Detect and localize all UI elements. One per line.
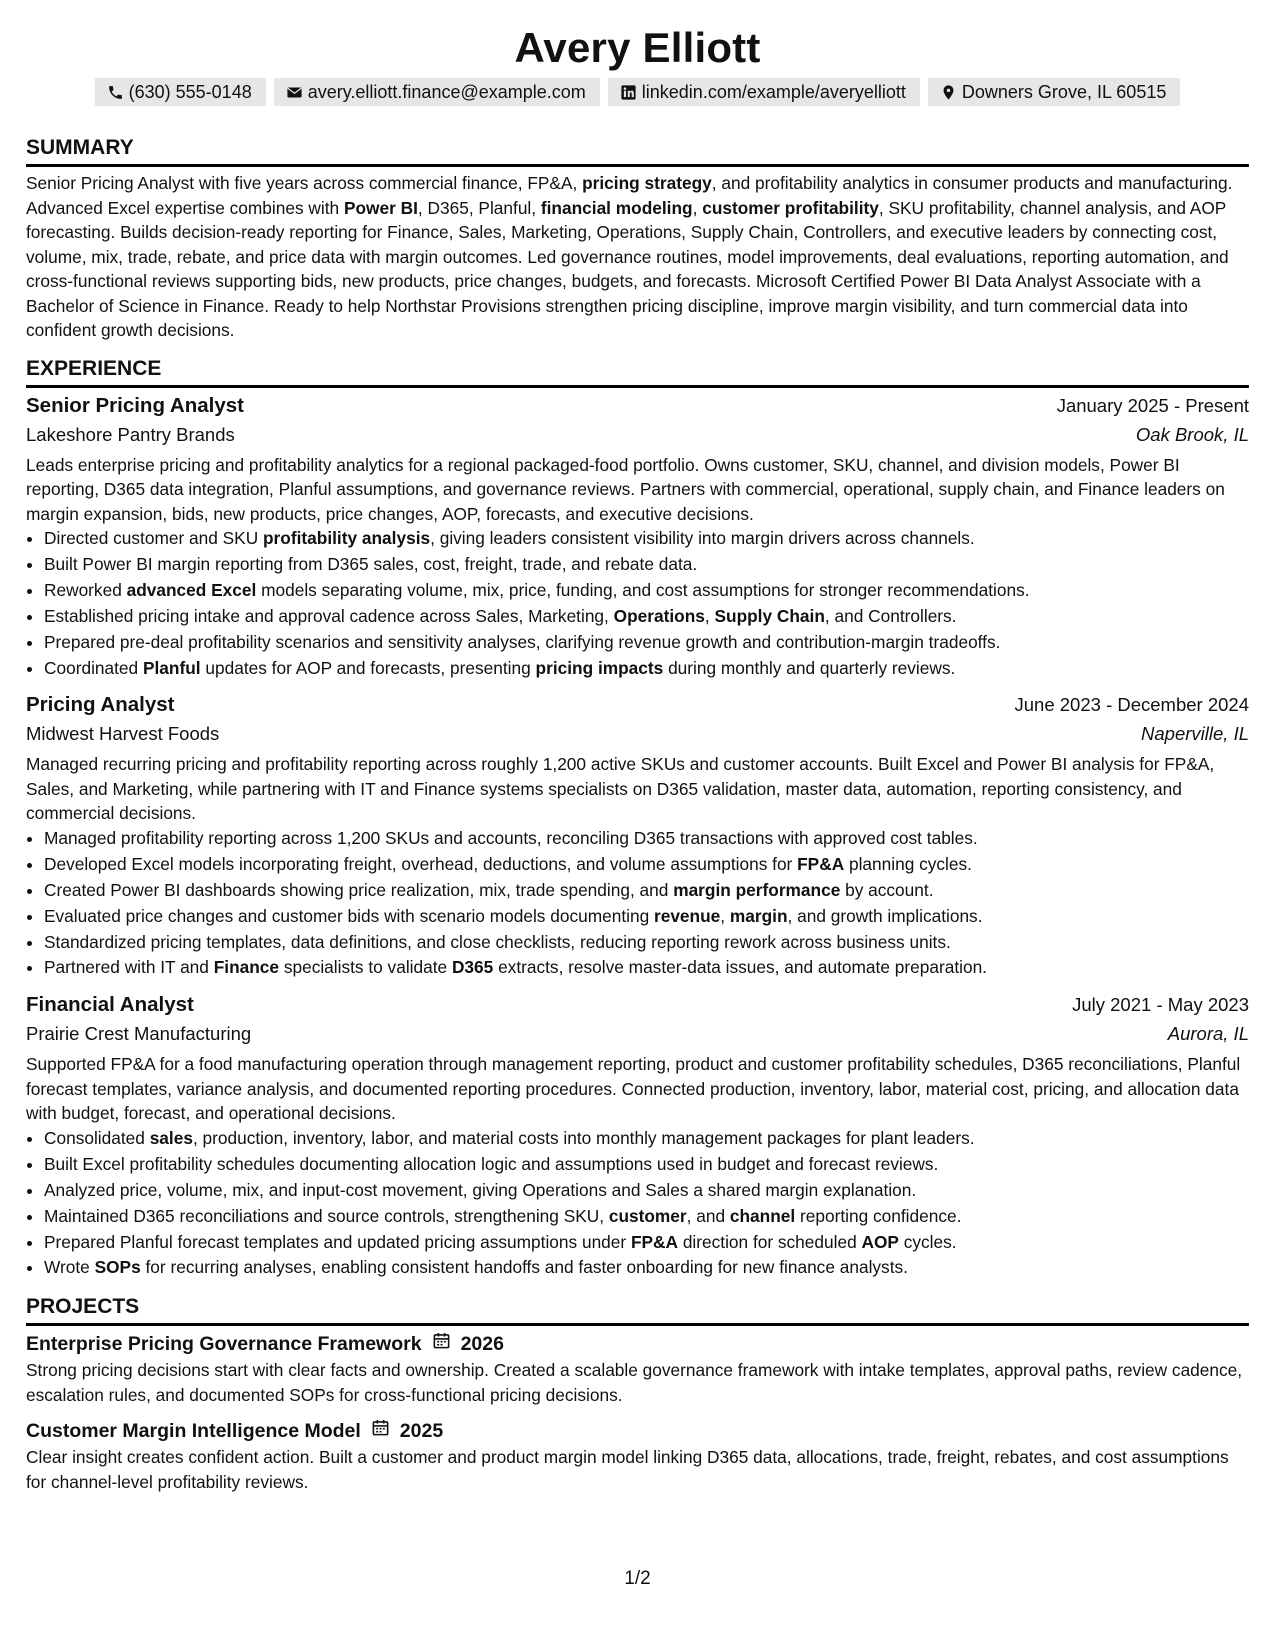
job-title: Financial Analyst bbox=[26, 993, 194, 1017]
text-run: by account. bbox=[840, 879, 934, 900]
bold-keyword: pricing impacts bbox=[535, 657, 664, 678]
bullet-item bbox=[44, 1126, 1249, 1152]
text-run: extracts, resolve master-data issues, and automate preparation. bbox=[493, 957, 987, 978]
bullet-item bbox=[44, 878, 1249, 904]
bullet-item bbox=[44, 578, 1249, 604]
bold-keyword: channel bbox=[729, 1205, 796, 1226]
text-run: Senior Pricing Analyst with five years across commercial finance, FP&A, bbox=[26, 173, 583, 193]
bullet-item bbox=[44, 1255, 1249, 1281]
bold-keyword: customer bbox=[608, 1205, 687, 1226]
bullet-item bbox=[44, 526, 1249, 552]
text-run: during monthly and quarterly reviews. bbox=[663, 657, 956, 678]
experience-section bbox=[26, 355, 1249, 1282]
text-run: for recurring analyses, enabling consistent handoffs and faster onboarding for new finance analysts. bbox=[140, 1257, 908, 1278]
text-run: Reworked bbox=[44, 579, 127, 600]
bullet-item bbox=[44, 1178, 1249, 1204]
calendar-icon bbox=[371, 1417, 390, 1445]
project-entry bbox=[26, 1330, 1249, 1407]
bold-keyword: Operations bbox=[613, 605, 705, 626]
bullet-item bbox=[44, 552, 1249, 578]
job-description: Supported FP&A for a food manufacturing operation through management reporting, product and customer profitability schedules, D365 reconciliations, Planful forecast templates, variance analysis, and documented reporting procedures. Connected production, inventory, labor, material cost, pricing, and allocation data with budget, forecast, and operational decisions. bbox=[26, 1054, 1241, 1124]
bold-keyword: D365 bbox=[451, 957, 494, 978]
job-location: Oak Brook, IL bbox=[1135, 423, 1249, 445]
candidate-name: Avery Elliott bbox=[514, 24, 761, 71]
section-divider bbox=[26, 164, 1249, 167]
text-run: , D365, Planful, bbox=[417, 197, 541, 218]
bullet-item bbox=[44, 1152, 1249, 1178]
text-run: , and growth implications. bbox=[787, 905, 983, 926]
bold-keyword: FP&A bbox=[630, 1231, 679, 1252]
location-text: Downers Grove, IL 60515 bbox=[961, 82, 1167, 102]
text-run: , bbox=[720, 905, 730, 926]
text-run: cycles. bbox=[898, 1231, 957, 1252]
job-dates: January 2025 - Present bbox=[1056, 394, 1249, 416]
text-run: , SKU profitability, channel analysis, and AOP forecasting. Builds decision-ready reporting for Finance, Sales, Marketing, Operations, Supply Chain, Controllers, and executive leaders by connecting cost, volume, mix, trade, rebate, and price data with margin outcomes. Led governance routines, model improvements, deal evaluations, reporting automation, and cross-functional reviews supporting bids, new products, price changes, budgets, and forecasts. Microsoft Certified Power BI Data Analyst Associate with a Bachelor of Science in Finance. Ready to help Northstar Provisions strengthen pricing discipline, improve margin visibility, and turn commercial data into confident growth decisions. bbox=[26, 197, 1229, 340]
summary-section bbox=[26, 134, 1249, 343]
contact-bar bbox=[26, 78, 1249, 106]
contact-phone[interactable] bbox=[95, 78, 266, 106]
project-name: Enterprise Pricing Governance Framework bbox=[26, 1333, 422, 1356]
job-entry bbox=[26, 392, 1249, 682]
phone-icon bbox=[107, 84, 124, 101]
bold-keyword: SOPs bbox=[94, 1257, 141, 1278]
job-bullets bbox=[26, 1126, 1249, 1281]
text-run: , and profitability analytics in consumer products and manufacturing. Advanced Excel expertise combines with bbox=[26, 173, 1233, 218]
text-run: Developed Excel models incorporating freight, overhead, deductions, and volume assumptions for bbox=[44, 853, 798, 874]
linkedin-icon bbox=[620, 84, 637, 101]
location-pin-icon bbox=[940, 84, 957, 101]
project-name: Customer Margin Intelligence Model bbox=[26, 1420, 361, 1443]
project-entry bbox=[26, 1417, 1249, 1494]
job-company: Midwest Harvest Foods bbox=[26, 723, 220, 745]
bold-keyword: pricing strategy bbox=[582, 173, 712, 193]
job-company: Lakeshore Pantry Brands bbox=[26, 423, 235, 445]
job-dates: July 2021 - May 2023 bbox=[1072, 994, 1249, 1016]
job-company: Prairie Crest Manufacturing bbox=[26, 1023, 252, 1045]
job-bullets bbox=[26, 526, 1249, 681]
bold-keyword: FP&A bbox=[797, 853, 845, 874]
email-text: avery.elliott.finance@example.com bbox=[307, 82, 586, 102]
section-title-experience: EXPERIENCE bbox=[26, 356, 162, 380]
bullet-item bbox=[44, 826, 1249, 852]
bold-keyword: AOP bbox=[861, 1231, 899, 1252]
bold-keyword: revenue bbox=[653, 905, 721, 926]
bullet-item bbox=[44, 1230, 1249, 1256]
text-run: Coordinated bbox=[44, 657, 143, 678]
resume-page bbox=[26, 0, 1249, 1494]
project-description: Strong pricing decisions start with clear facts and ownership. Created a scalable governance framework with intake templates, approval paths, review cadence, escalation rules, and documented SOPs for cross-functional pricing decisions. bbox=[26, 1360, 1243, 1405]
bullet-item bbox=[44, 604, 1249, 630]
calendar-icon bbox=[432, 1330, 451, 1358]
job-description: Leads enterprise pricing and profitability analytics for a regional packaged-food portfolio. Owns customer, SKU, channel, and division models, Power BI reporting, D365 data integration, Planful assumptions, and governance reviews. Partners with commercial, operational, supply chain, and Finance leaders on margin expansion, bids, new products, price changes, AOP, forecasts, and executive decisions. bbox=[26, 454, 1225, 524]
job-location: Aurora, IL bbox=[1167, 1023, 1249, 1045]
bold-keyword: Finance bbox=[213, 957, 280, 978]
bold-keyword: margin performance bbox=[673, 879, 841, 900]
project-year: 2026 bbox=[460, 1333, 504, 1356]
text-run: , production, inventory, labor, and material costs into monthly management packages for plant leaders. bbox=[192, 1127, 975, 1148]
bold-keyword: profitability analysis bbox=[263, 528, 431, 548]
phone-text: (630) 555-0148 bbox=[128, 82, 252, 102]
text-run: reporting confidence. bbox=[795, 1205, 962, 1226]
page-indicator: 1/2 bbox=[624, 1568, 651, 1589]
bold-keyword: sales bbox=[149, 1127, 193, 1148]
text-run: Partnered with IT and bbox=[44, 957, 214, 978]
text-run: Consolidated bbox=[44, 1127, 150, 1148]
text-run: Wrote bbox=[44, 1257, 95, 1278]
text-run: planning cycles. bbox=[844, 853, 972, 874]
bullet-item bbox=[44, 630, 1249, 656]
text-run: , giving leaders consistent visibility into margin drivers across channels. bbox=[430, 528, 975, 548]
contact-linkedin[interactable] bbox=[608, 78, 920, 106]
job-bullets bbox=[26, 826, 1249, 981]
text-run: , and bbox=[686, 1205, 730, 1226]
project-year: 2025 bbox=[399, 1420, 444, 1443]
job-entry bbox=[26, 991, 1249, 1281]
bullet-item bbox=[44, 955, 1249, 981]
bold-keyword: financial modeling bbox=[540, 197, 693, 218]
text-run: Established pricing intake and approval cadence across Sales, Marketing, bbox=[44, 605, 614, 626]
bold-keyword: Power BI bbox=[343, 197, 418, 218]
text-run: Standardized pricing templates, data definitions, and close checklists, reducing reporting rework across business units. bbox=[44, 931, 951, 952]
job-title: Senior Pricing Analyst bbox=[26, 393, 244, 417]
bold-keyword: margin bbox=[729, 905, 788, 926]
text-run: Created Power BI dashboards showing price realization, mix, trade spending, and bbox=[44, 879, 674, 900]
text-run: updates for AOP and forecasts, presenting bbox=[200, 657, 536, 678]
section-divider bbox=[26, 1323, 1249, 1326]
project-description: Clear insight creates confident action. Built a customer and product margin model linking D365 data, allocations, trade, freight, rebates, and cost assumptions for channel-level profitability reviews. bbox=[26, 1447, 1229, 1492]
text-run: Prepared pre-deal profitability scenarios and sensitivity analyses, clarifying revenue growth and contribution-margin tradeoffs. bbox=[44, 631, 1001, 652]
job-entry bbox=[26, 691, 1249, 981]
text-run: specialists to validate bbox=[279, 957, 452, 978]
text-run: models separating volume, mix, price, funding, and cost assumptions for stronger recommendations. bbox=[256, 579, 1030, 600]
text-run: Directed customer and SKU bbox=[44, 528, 263, 548]
bold-keyword: advanced Excel bbox=[126, 579, 257, 600]
section-title-projects: PROJECTS bbox=[26, 1295, 140, 1319]
text-run: Built Excel profitability schedules documenting allocation logic and assumptions used in budget and forecast reviews. bbox=[44, 1153, 939, 1174]
text-run: Evaluated price changes and customer bids with scenario models documenting bbox=[44, 905, 654, 926]
text-run: Managed profitability reporting across 1,200 SKUs and accounts, reconciling D365 transactions with approved cost tables. bbox=[44, 827, 978, 848]
bullet-item bbox=[44, 930, 1249, 956]
job-description: Managed recurring pricing and profitability reporting across roughly 1,200 active SKUs and customer accounts. Built Excel and Power BI analysis for FP&A, Sales, and Marketing, while partnering with IT and Finance systems specialists on D365 validation, master data, automation, reporting consistency, and commercial decisions. bbox=[26, 754, 1215, 824]
text-run: Analyzed price, volume, mix, and input-cost movement, giving Operations and Sales a shared margin explanation. bbox=[44, 1179, 917, 1200]
summary-text bbox=[26, 171, 1249, 343]
text-run: Built Power BI margin reporting from D365 sales, cost, freight, trade, and rebate data. bbox=[44, 553, 698, 574]
section-title-summary: SUMMARY bbox=[26, 136, 134, 159]
bold-keyword: customer profitability bbox=[702, 197, 879, 218]
email-icon bbox=[286, 84, 303, 101]
bullet-item bbox=[44, 1204, 1249, 1230]
text-run: , and Controllers. bbox=[824, 605, 957, 626]
projects-section bbox=[26, 1293, 1249, 1494]
text-run: , bbox=[692, 197, 703, 218]
job-location: Naperville, IL bbox=[1141, 723, 1249, 745]
linkedin-text: linkedin.com/example/averyelliott bbox=[641, 82, 906, 102]
bullet-item bbox=[44, 656, 1249, 682]
contact-email[interactable] bbox=[274, 78, 600, 106]
job-title: Pricing Analyst bbox=[26, 693, 175, 717]
bullet-item bbox=[44, 852, 1249, 878]
text-run: direction for scheduled bbox=[678, 1231, 862, 1252]
contact-location bbox=[928, 78, 1180, 106]
bold-keyword: Supply Chain bbox=[714, 605, 825, 626]
text-run: Prepared Planful forecast templates and updated pricing assumptions under bbox=[44, 1231, 631, 1252]
bold-keyword: Planful bbox=[142, 657, 201, 678]
bullet-item bbox=[44, 904, 1249, 930]
text-run: Maintained D365 reconciliations and source controls, strengthening SKU, bbox=[44, 1205, 609, 1226]
text-run: , bbox=[704, 605, 715, 626]
job-dates: June 2023 - December 2024 bbox=[1014, 694, 1249, 716]
section-divider bbox=[26, 385, 1249, 388]
